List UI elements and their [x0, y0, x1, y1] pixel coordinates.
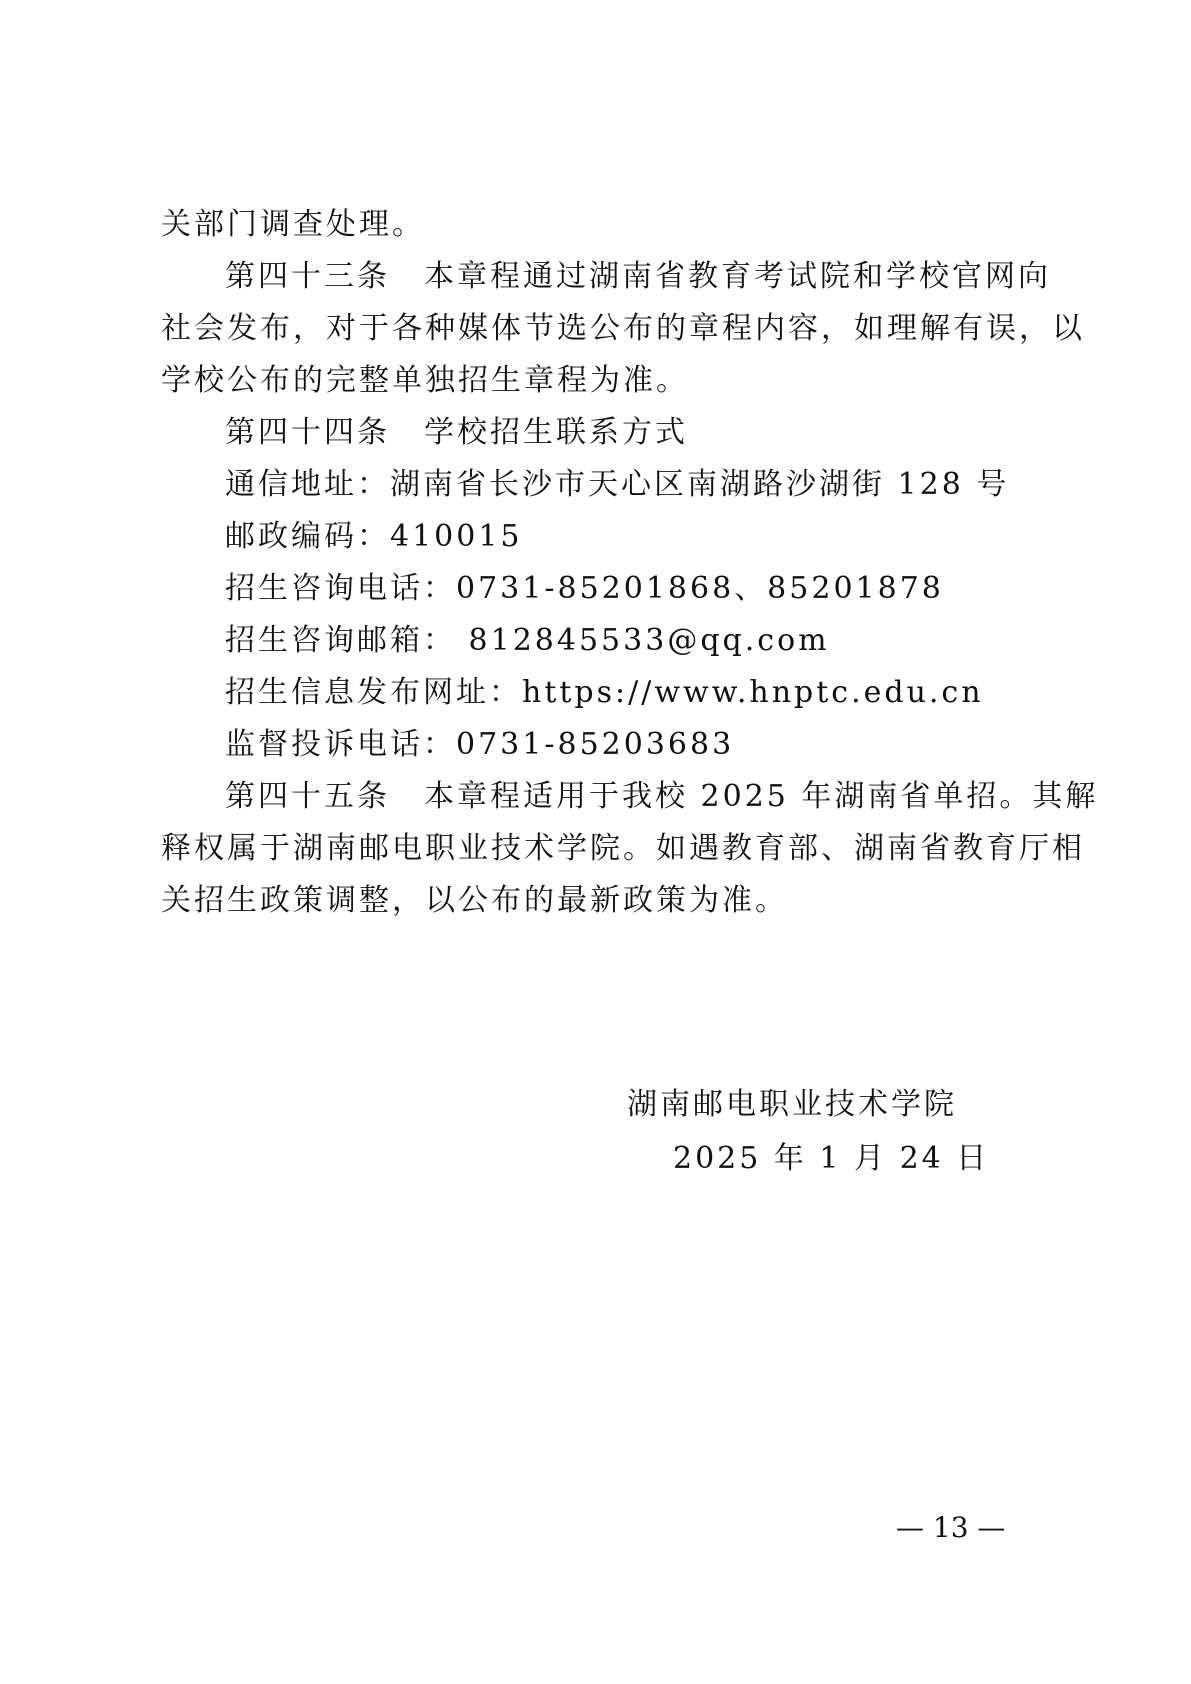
contact-email: [225, 621, 830, 661]
contact-website: [225, 673, 984, 713]
paragraph-text: 学校公布的完整单独招生章程为准。: [161, 363, 689, 398]
paragraph-line: [161, 829, 1085, 869]
article-43-text: 本章程通过湖南省教育考试院和学校官网向: [424, 259, 1051, 294]
article-43-line: [225, 257, 1051, 297]
article-45-line: [225, 777, 1098, 817]
signature-organization: 湖南邮电职业技术学院: [627, 1087, 957, 1122]
article-43-heading: 第四十三条: [225, 259, 390, 294]
paragraph-line: [161, 309, 1085, 349]
contact-phone-text: 招生咨询电话：0731-85201868、85201878: [225, 571, 944, 606]
article-44-heading: 第四十四条: [225, 415, 390, 450]
paragraph-line: [161, 881, 788, 921]
paragraph-text: 社会发布，对于各种媒体节选公布的章程内容，如理解有误，以: [161, 311, 1085, 346]
paragraph-text: 关部门调查处理。: [161, 207, 425, 242]
contact-postcode-text: 邮政编码：410015: [225, 519, 523, 554]
article-44-text: 学校招生联系方式: [424, 415, 688, 450]
contact-website-text: 招生信息发布网址：https://www.hnptc.edu.cn: [225, 675, 984, 710]
page-number: — 13 —: [896, 1511, 1006, 1544]
contact-complaint-phone-text: 监督投诉电话：0731-85203683: [225, 727, 735, 762]
contact-phone: [225, 569, 944, 609]
contact-email-text: 招生咨询邮箱： 812845533@qq.com: [225, 623, 830, 658]
contact-address: [225, 465, 1009, 505]
contact-postcode: [225, 517, 523, 557]
paragraph-line: [161, 205, 425, 245]
article-45-text: 本章程适用于我校 2025 年湖南省单招。其解: [424, 779, 1099, 814]
paragraph-text: 关招生政策调整，以公布的最新政策为准。: [161, 883, 788, 918]
article-44-line: [225, 413, 688, 453]
paragraph-line: [161, 361, 689, 401]
signature-date: 2025 年 1 月 24 日: [673, 1141, 990, 1176]
article-45-heading: 第四十五条: [225, 779, 390, 814]
contact-address-text: 通信地址：湖南省长沙市天心区南湖路沙湖街 128 号: [225, 467, 1010, 502]
paragraph-text: 释权属于湖南邮电职业技术学院。如遇教育部、湖南省教育厅相: [161, 831, 1085, 866]
contact-complaint-phone: [225, 725, 734, 765]
